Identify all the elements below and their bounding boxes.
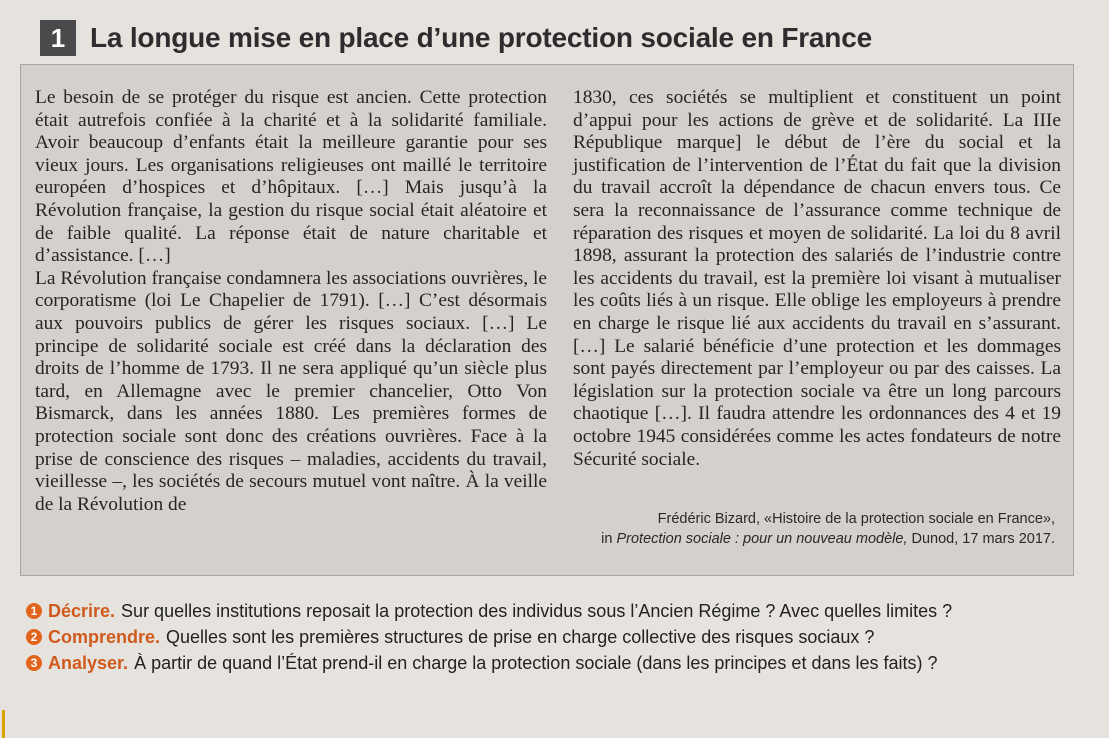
question-number-badge: 3: [26, 655, 42, 671]
question-verb: Analyser.: [48, 652, 129, 673]
document-title: La longue mise en place d’une protection sociale en France: [90, 22, 872, 53]
left-paragraph-1: Le besoin de se protéger du risque est ancien. Cette protection était autrefois confiée à la charité et à la solidarité familiale. Avoir beaucoup d’enfants était la meilleure garantie pour ses vieux jours. Les organisations religieuses ont maillé le territoire européen d’hospices et d’hôpitaux. […] Mais jusqu’à la Révolution française, la gestion du risque social était aléatoire et de faible qualité. La réponse était de nature charitable et d’assistance. […]: [35, 87, 547, 267]
question-text: À partir de quand l’État prend-il en charge la protection sociale (dans les principes et dans les faits) ?: [134, 652, 938, 673]
question-verb: Décrire.: [48, 600, 116, 621]
question-verb: Comprendre.: [48, 626, 161, 647]
attribution-book-title: Protection sociale : pour un nouveau modèle,: [616, 531, 908, 547]
question-number-badge: 2: [26, 629, 42, 645]
question-text: Quelles sont les premières structures de prise en charge collective des risques sociaux ?: [166, 626, 875, 647]
questions-list: [26, 598, 1096, 676]
question-number-badge: 1: [26, 603, 42, 619]
text-excerpt-box: [20, 64, 1074, 576]
source-attribution: [535, 509, 1055, 549]
left-paragraph-2: La Révolution française condamnera les associations ouvrières, le corporatisme (loi Le Chapelier de 1791). […] C’est désormais aux pouvoirs publics de gérer les risques sociaux. […] Le principe de solidarité sociale est créé dans la déclaration des droits de l’homme de 1793. Il ne sera appliqué qu’un siècle plus tard, en Allemagne avec le premier chancelier, Otto Von Bismarck, dans les années 1880. Les premières formes de protection sociale sont donc des créations ouvrières. Face à la prise de conscience des risques – maladies, accidents du travail, vieillesse –, les sociétés de secours mutuel vont naître. À la veille de la Révolution de: [35, 267, 547, 515]
attribution-prefix: in: [601, 531, 617, 547]
yellow-margin-mark: [2, 710, 5, 738]
question-item: [26, 598, 1096, 624]
document-header: [40, 16, 1089, 60]
question-item: [26, 624, 1096, 650]
attribution-suffix: Dunod, 17 mars 2017.: [907, 531, 1055, 547]
question-text: Sur quelles institutions reposait la protection des individus sous l’Ancien Régime ? Avec quelles limites ?: [121, 600, 953, 621]
question-item: [26, 650, 1096, 676]
document-number-badge: 1: [40, 20, 76, 56]
text-right-column: [573, 87, 1061, 471]
text-left-column: [35, 87, 547, 516]
attribution-line-1: Frédéric Bizard, «Histoire de la protection sociale en France»,: [657, 511, 1055, 527]
attribution-line-2: [535, 529, 1055, 549]
right-paragraph: 1830, ces sociétés se multiplient et constituent un point d’appui pour les actions de grève et de solidarité. La IIIe République marque] le début de l’ère du social et la justification de l’intervention de l’État du fait que la division du travail accroît la dépendance de chacun envers tous. Ce sera la reconnaissance de l’assurance comme technique de réparation des risques et moyen de solidarité. La loi du 8 avril 1898, assurant la protection des salariés de l’industrie contre les accidents du travail, est la première loi visant à mutualiser les coûts liés à un risque. Elle oblige les employeurs à prendre en charge le risque lié aux accidents du travail en s’assurant. […] Le salarié bénéficie d’une protection et les dommages sont payés directement par l’employeur ou par des caisses. La législation sur la protection sociale va être un long parcours chaotique […]. Il faudra attendre les ordonnances des 4 et 19 octobre 1945 considérées comme les actes fondateurs de notre Sécurité sociale.: [573, 87, 1061, 470]
